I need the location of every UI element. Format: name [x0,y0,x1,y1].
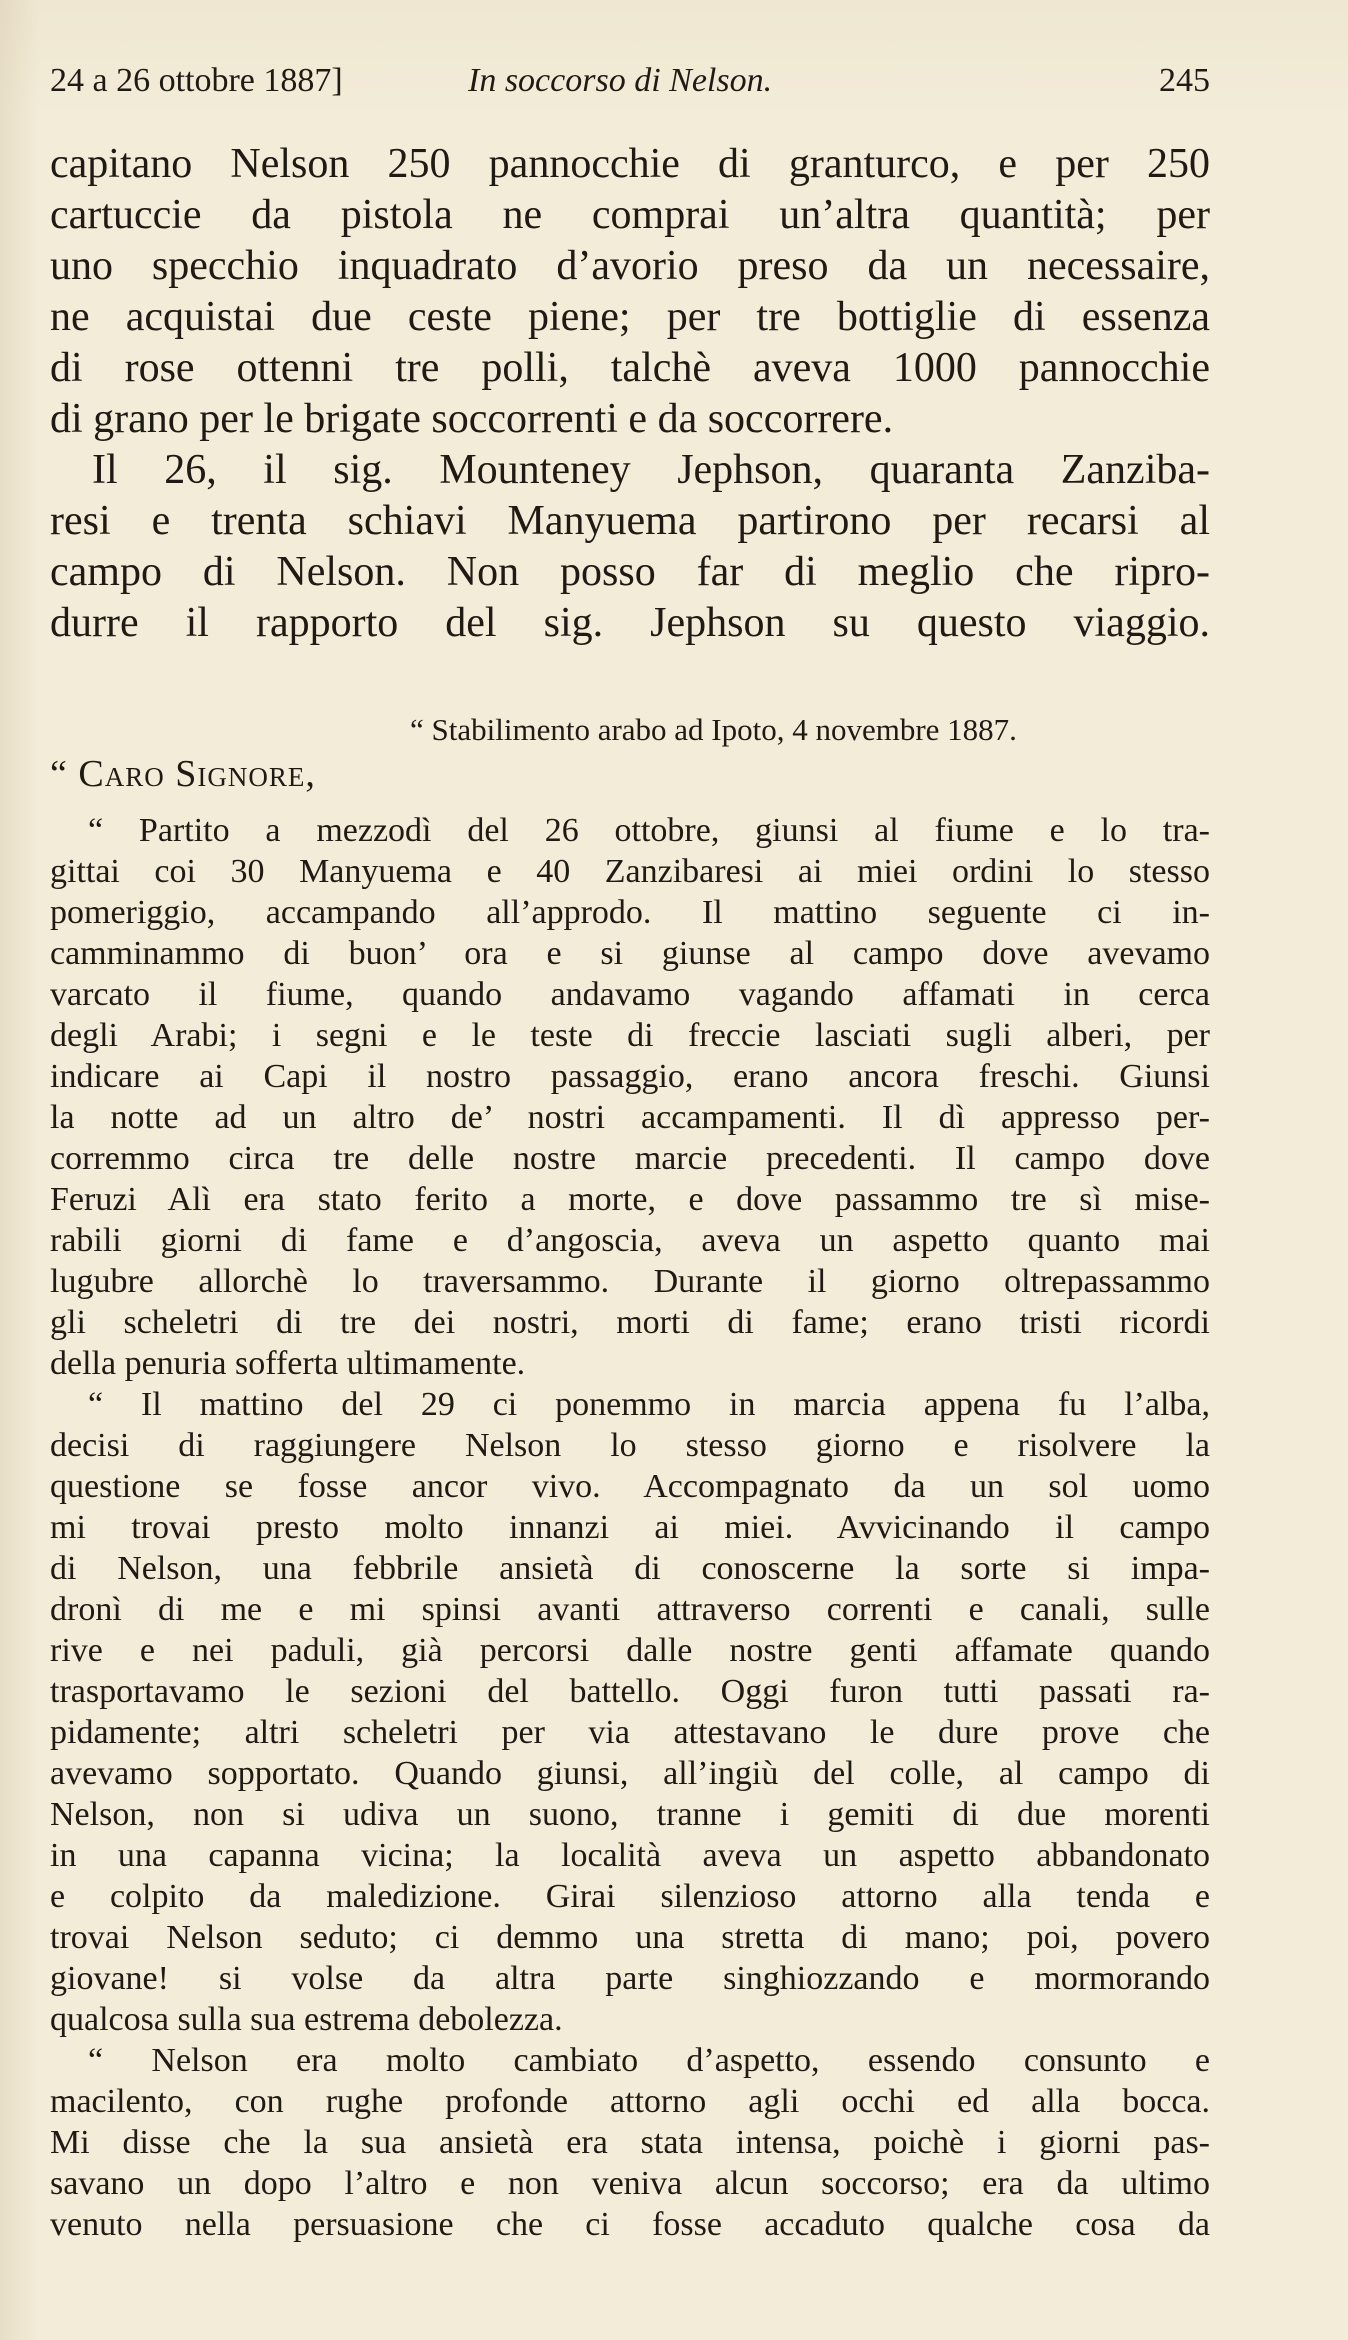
text-line: resi e trenta schiavi Manyuema partirono per recarsi al [50,498,1210,544]
text-line: di Nelson, una febbrile ansietà di conoscerne la sorte si impa- [50,1550,1210,1587]
text-line: avevamo sopportato. Quando giunsi, all’ingiù del colle, al campo di [50,1755,1210,1792]
text-line: trovai Nelson seduto; ci demmo una stretta di mano; poi, povero [50,1919,1210,1956]
text-line: camminammo di buon’ ora e si giunse al campo dove avevamo [50,935,1210,972]
text-line: varcato il fiume, quando andavamo vagando affamati in cerca [50,976,1210,1013]
text-line: ne acquistai due ceste piene; per tre bottiglie di essenza [50,294,1210,340]
text-line: e colpito da maledizione. Girai silenzioso attorno alla tenda e [50,1878,1210,1915]
text-line: capitano Nelson 250 pannocchie di granturco, e per 250 [50,141,1210,187]
text-line: qualcosa sulla sua estrema debolezza. [50,2001,563,2038]
text-line: savano un dopo l’altro e non veniva alcun soccorso; era da ultimo [50,2165,1210,2202]
text-line: Nelson, non si udiva un suono, tranne i gemiti di due morenti [50,1796,1210,1833]
text-line: di rose ottenni tre polli, talchè aveva 1000 pannocchie [50,345,1210,391]
letter-salutation: “ Caro Signore, [50,753,316,795]
text-line: pidamente; altri scheletri per via attestavano le dure prove che [50,1714,1210,1751]
text-line: di grano per le brigate soccorrenti e da soccorrere. [50,396,894,442]
text-line: gittai coi 30 Manyuema e 40 Zanzibaresi ai miei ordini lo stesso [50,853,1210,890]
text-line: trasportavamo le sezioni del battello. Oggi furon tutti passati ra- [50,1673,1210,1710]
text-line: rive e nei paduli, già percorsi dalle nostre genti affamate quando [50,1632,1210,1669]
text-line: degli Arabi; i segni e le teste di freccie lasciati sugli alberi, per [50,1017,1210,1054]
text-line: decisi di raggiungere Nelson lo stesso giorno e risolvere la [50,1427,1210,1464]
text-line: questione se fosse ancor vivo. Accompagnato da un sol uomo [50,1468,1210,1505]
text-line: corremmo circa tre delle nostre marcie precedenti. Il campo dove [50,1140,1210,1177]
text-line: dronì di me e mi spinsi avanti attraverso correnti e canali, sulle [50,1591,1210,1628]
text-line: cartuccie da pistola ne comprai un’altra quantità; per [50,192,1210,238]
text-line: uno specchio inquadrato d’avorio preso da un necessaire, [50,243,1210,289]
text-line: indicare ai Capi il nostro passaggio, erano ancora freschi. Giunsi [50,1058,1210,1095]
page-number: 245 [1159,62,1210,99]
text-line: mi trovai presto molto innanzi ai miei. Avvicinando il campo [50,1509,1210,1546]
text-line: “ Nelson era molto cambiato d’aspetto, essendo consunto e [88,2042,1210,2079]
text-line: gli scheletri di tre dei nostri, morti di fame; erano tristi ricordi [50,1304,1210,1341]
text-line: della penuria sofferta ultimamente. [50,1345,526,1382]
text-line: giovane! si volse da altra parte singhiozzando e mormorando [50,1960,1210,1997]
text-line: in una capanna vicina; la località aveva un aspetto abbandonato [50,1837,1210,1874]
text-line: Mi disse che la sua ansietà era stata intensa, poichè i giorni pas- [50,2124,1210,2161]
text-line: rabili giorni di fame e d’angoscia, aveva un aspetto quanto mai [50,1222,1210,1259]
text-line: “ Partito a mezzodì del 26 ottobre, giunsi al fiume e lo tra- [88,812,1210,849]
text-line: Feruzi Alì era stato ferito a morte, e dove passammo tre sì mise- [50,1181,1210,1218]
running-header [50,62,1210,112]
text-line: “ Il mattino del 29 ci ponemmo in marcia appena fu l’alba, [88,1386,1210,1423]
text-line: lugubre allorchè lo traversammo. Durante il giorno oltrepassammo [50,1263,1210,1300]
text-line: Il 26, il sig. Mounteney Jephson, quaranta Zanziba- [92,447,1210,493]
letter-date: “ Stabilimento arabo ad Ipoto, 4 novembre 1887. [410,712,1017,747]
header-chapter-title: In soccorso di Nelson. [468,62,773,99]
text-line: la notte ad un altro de’ nostri accampamenti. Il dì appresso per- [50,1099,1210,1136]
header-date-range: 24 a 26 ottobre 1887] [50,62,343,99]
text-line: durre il rapporto del sig. Jephson su questo viaggio. [50,600,1210,646]
text-line: campo di Nelson. Non posso far di meglio che ripro- [50,549,1210,595]
text-line: venuto nella persuasione che ci fosse accaduto qualche cosa da [50,2206,1210,2243]
text-line: pomeriggio, accampando all’approdo. Il mattino seguente ci in- [50,894,1210,931]
text-line: macilento, con rughe profonde attorno agli occhi ed alla bocca. [50,2083,1210,2120]
